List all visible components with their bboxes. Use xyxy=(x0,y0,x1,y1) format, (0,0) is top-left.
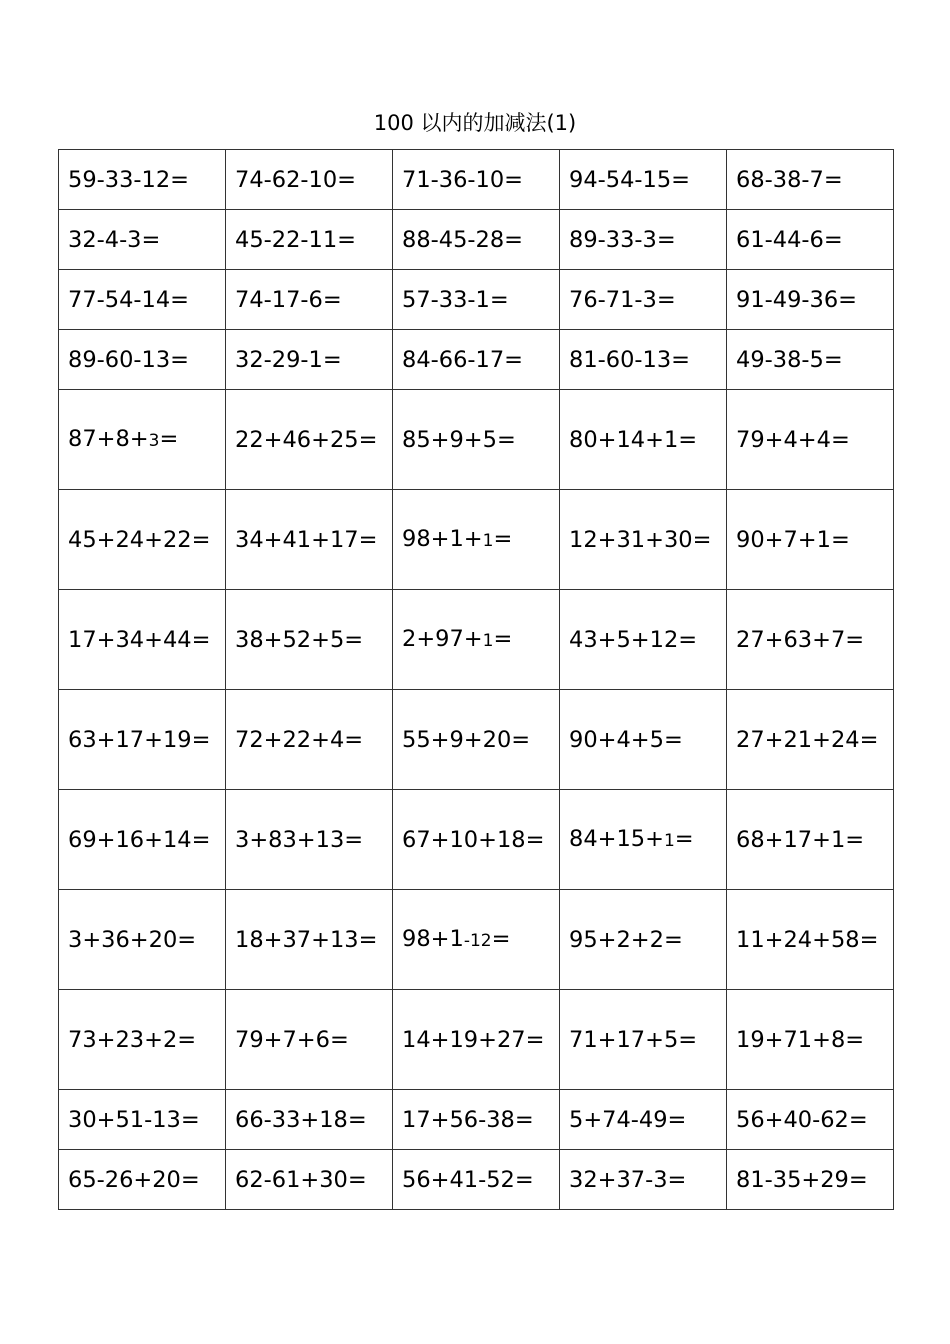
exercise-cell xyxy=(560,330,727,390)
exercise-text: 1 xyxy=(663,830,675,851)
exercise-cell xyxy=(393,390,560,490)
exercise-text: = xyxy=(493,625,513,652)
exercise-cell xyxy=(560,210,727,270)
exercise-text: 87+8+ xyxy=(68,425,149,452)
exercise-text: 74-17-6= xyxy=(235,286,342,313)
table-row xyxy=(59,990,894,1090)
exercise-cell xyxy=(59,490,226,590)
exercise-text: 65-26+20= xyxy=(68,1166,200,1193)
exercise-cell xyxy=(226,590,393,690)
exercise-cell xyxy=(727,210,894,270)
exercise-text: 3 xyxy=(148,430,160,451)
exercise-text: 32-4-3= xyxy=(68,226,161,253)
exercise-text: 17+56-38= xyxy=(402,1106,534,1133)
exercise-cell xyxy=(226,1090,393,1150)
exercise-text: 71+17+5= xyxy=(569,1026,698,1053)
exercise-table-body xyxy=(59,150,894,1210)
exercise-cell xyxy=(226,330,393,390)
exercise-text: 72+22+4= xyxy=(235,726,364,753)
exercise-text: 59-33-12= xyxy=(68,166,189,193)
exercise-text: 3+36+20= xyxy=(68,926,197,953)
exercise-text: = xyxy=(159,425,179,452)
table-row xyxy=(59,890,894,990)
exercise-text: = xyxy=(674,825,694,852)
exercise-cell xyxy=(59,690,226,790)
exercise-text: 43+5+12= xyxy=(569,626,698,653)
exercise-cell xyxy=(226,270,393,330)
exercise-cell xyxy=(59,1090,226,1150)
exercise-cell xyxy=(393,330,560,390)
table-row xyxy=(59,390,894,490)
exercise-text: 19+71+8= xyxy=(736,1026,865,1053)
exercise-cell xyxy=(59,790,226,890)
exercise-text: 71-36-10= xyxy=(402,166,523,193)
exercise-text: = xyxy=(491,925,511,952)
exercise-cell xyxy=(560,150,727,210)
exercise-text: 63+17+19= xyxy=(68,726,211,753)
exercise-cell xyxy=(727,990,894,1090)
exercise-text: 5+74-49= xyxy=(569,1106,687,1133)
exercise-cell xyxy=(59,590,226,690)
exercise-cell xyxy=(226,390,393,490)
table-row xyxy=(59,690,894,790)
exercise-text: 90+4+5= xyxy=(569,726,683,753)
exercise-cell xyxy=(226,790,393,890)
exercise-text: 91-49-36= xyxy=(736,286,857,313)
exercise-cell xyxy=(393,590,560,690)
exercise-cell xyxy=(560,590,727,690)
exercise-cell xyxy=(226,490,393,590)
exercise-text: 88-45-28= xyxy=(402,226,523,253)
exercise-cell xyxy=(560,490,727,590)
exercise-text: 45-22-11= xyxy=(235,226,356,253)
exercise-text: 1 xyxy=(482,530,494,551)
exercise-text: 32-29-1= xyxy=(235,346,342,373)
table-row xyxy=(59,790,894,890)
exercise-cell xyxy=(727,1090,894,1150)
exercise-cell xyxy=(727,690,894,790)
exercise-cell xyxy=(727,150,894,210)
exercise-cell xyxy=(59,150,226,210)
exercise-cell xyxy=(560,990,727,1090)
exercise-text: 32+37-3= xyxy=(569,1166,687,1193)
exercise-text: 81-60-13= xyxy=(569,346,690,373)
exercise-cell xyxy=(59,390,226,490)
table-row xyxy=(59,490,894,590)
exercise-cell xyxy=(560,1150,727,1210)
exercise-cell xyxy=(560,390,727,490)
exercise-text: 81-35+29= xyxy=(736,1166,868,1193)
exercise-cell xyxy=(393,690,560,790)
exercise-text: 76-71-3= xyxy=(569,286,676,313)
table-row xyxy=(59,270,894,330)
exercise-text: 30+51-13= xyxy=(68,1106,200,1133)
exercise-text: 57-33-1= xyxy=(402,286,509,313)
exercise-cell xyxy=(727,330,894,390)
exercise-cell xyxy=(226,690,393,790)
exercise-cell xyxy=(59,330,226,390)
exercise-text: 85+9+5= xyxy=(402,426,516,453)
exercise-text: 55+9+20= xyxy=(402,726,531,753)
exercise-text: 61-44-6= xyxy=(736,226,843,253)
exercise-cell xyxy=(59,1150,226,1210)
exercise-cell xyxy=(393,1150,560,1210)
exercise-text: 98+1 xyxy=(402,925,464,952)
exercise-table xyxy=(58,149,894,1210)
exercise-text: 22+46+25= xyxy=(235,426,378,453)
exercise-text: 89-33-3= xyxy=(569,226,676,253)
exercise-cell xyxy=(59,270,226,330)
exercise-cell xyxy=(226,150,393,210)
exercise-text: 67+10+18= xyxy=(402,826,545,853)
exercise-text: 14+19+27= xyxy=(402,1026,545,1053)
exercise-cell xyxy=(560,270,727,330)
exercise-cell xyxy=(393,150,560,210)
exercise-cell xyxy=(59,990,226,1090)
exercise-cell xyxy=(393,490,560,590)
exercise-text: 38+52+5= xyxy=(235,626,364,653)
exercise-cell xyxy=(226,990,393,1090)
exercise-text: 79+7+6= xyxy=(235,1026,349,1053)
exercise-cell xyxy=(393,270,560,330)
exercise-text: 77-54-14= xyxy=(68,286,189,313)
table-row xyxy=(59,1090,894,1150)
exercise-text: 90+7+1= xyxy=(736,526,850,553)
exercise-cell xyxy=(727,590,894,690)
exercise-text: 73+23+2= xyxy=(68,1026,197,1053)
exercise-text: 56+41-52= xyxy=(402,1166,534,1193)
exercise-text: 45+24+22= xyxy=(68,526,211,553)
exercise-cell xyxy=(393,210,560,270)
exercise-cell xyxy=(727,1150,894,1210)
table-row xyxy=(59,590,894,690)
exercise-text: 68+17+1= xyxy=(736,826,865,853)
exercise-text: 69+16+14= xyxy=(68,826,211,853)
table-row xyxy=(59,1150,894,1210)
exercise-cell xyxy=(393,990,560,1090)
exercise-cell xyxy=(727,270,894,330)
exercise-text: 68-38-7= xyxy=(736,166,843,193)
exercise-text: 79+4+4= xyxy=(736,426,850,453)
exercise-text: 62-61+30= xyxy=(235,1166,367,1193)
exercise-text: 27+63+7= xyxy=(736,626,865,653)
exercise-text: -12 xyxy=(463,930,492,951)
exercise-text: 80+14+1= xyxy=(569,426,698,453)
exercise-text: 95+2+2= xyxy=(569,926,683,953)
exercise-text: 11+24+58= xyxy=(736,926,879,953)
exercise-cell xyxy=(393,790,560,890)
exercise-text: 98+1+ xyxy=(402,525,483,552)
exercise-text: 17+34+44= xyxy=(68,626,211,653)
exercise-text: 18+37+13= xyxy=(235,926,378,953)
exercise-text: 1 xyxy=(482,630,494,651)
exercise-cell xyxy=(560,690,727,790)
exercise-cell xyxy=(393,890,560,990)
table-row xyxy=(59,210,894,270)
exercise-text: = xyxy=(493,525,513,552)
exercise-text: 56+40-62= xyxy=(736,1106,868,1133)
exercise-text: 12+31+30= xyxy=(569,526,712,553)
exercise-text: 49-38-5= xyxy=(736,346,843,373)
exercise-cell xyxy=(226,890,393,990)
exercise-cell xyxy=(393,1090,560,1150)
exercise-text: 27+21+24= xyxy=(736,726,879,753)
table-row xyxy=(59,150,894,210)
exercise-text: 84-66-17= xyxy=(402,346,523,373)
exercise-cell xyxy=(560,790,727,890)
exercise-cell xyxy=(727,490,894,590)
exercise-text: 84+15+ xyxy=(569,825,664,852)
exercise-cell xyxy=(560,1090,727,1150)
exercise-cell xyxy=(727,790,894,890)
exercise-cell xyxy=(59,890,226,990)
table-row xyxy=(59,330,894,390)
exercise-cell xyxy=(226,1150,393,1210)
exercise-cell xyxy=(560,890,727,990)
exercise-text: 2+97+ xyxy=(402,625,483,652)
page-title: 100 以内的加减法(1) xyxy=(373,111,577,135)
exercise-cell xyxy=(727,890,894,990)
exercise-text: 94-54-15= xyxy=(569,166,690,193)
exercise-cell xyxy=(226,210,393,270)
exercise-text: 3+83+13= xyxy=(235,826,364,853)
exercise-cell xyxy=(727,390,894,490)
exercise-cell xyxy=(59,210,226,270)
exercise-text: 74-62-10= xyxy=(235,166,356,193)
exercise-text: 34+41+17= xyxy=(235,526,378,553)
exercise-text: 89-60-13= xyxy=(68,346,189,373)
exercise-text: 66-33+18= xyxy=(235,1106,367,1133)
